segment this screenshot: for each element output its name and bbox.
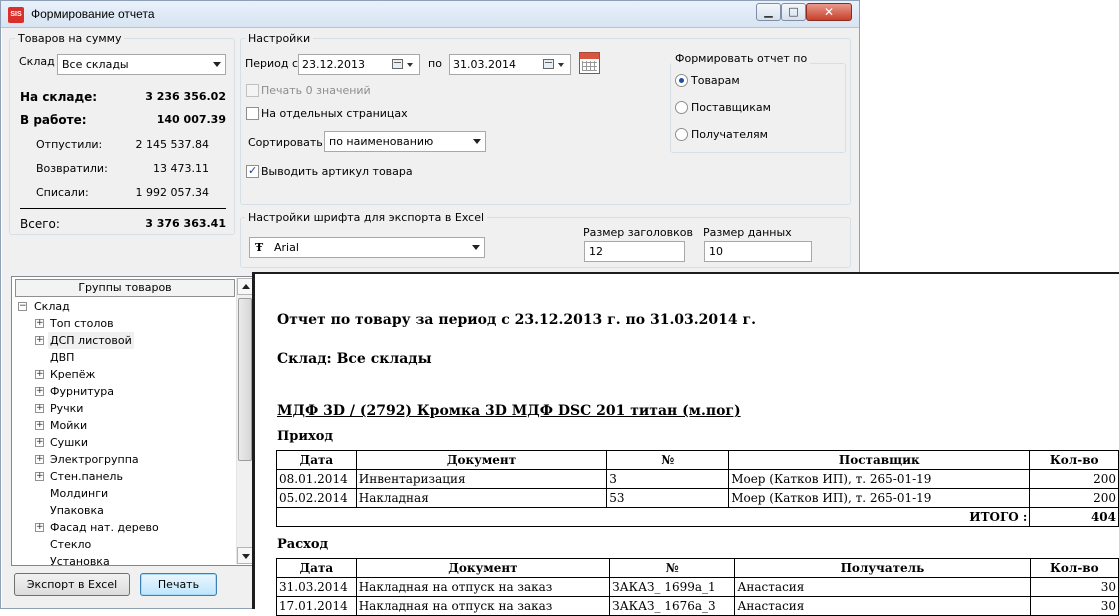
total-label: Всего: [20,217,60,231]
tree-item[interactable] [12,315,236,332]
tree-item[interactable] [12,332,236,349]
returned-value: 13 473.11 [153,162,209,175]
expand-icon[interactable]: + [36,386,44,396]
report-preview [252,272,1119,613]
table-cell: Анастасия [735,578,1030,597]
expand-icon[interactable]: + [36,420,44,430]
warehouse-label: Склад [19,55,55,68]
report-by-suppliers-radio[interactable] [675,101,688,114]
tree-item-label: Упаковка [50,504,104,517]
tree-item-label: Стен.панель [50,470,123,483]
font-icon: Ŧ [255,241,264,254]
table-header-row [277,559,1119,578]
tree-item-label: Мойки [50,419,88,432]
header-size-label: Размер заголовков [583,226,693,239]
table-cell: Накладная на отпуск на заказ [356,578,609,597]
table-cell: Накладная на отпуск на заказ [356,597,609,616]
tree-root[interactable]: − Склад [19,300,70,313]
report-by-products-radio[interactable] [675,74,688,87]
tree-item-label: Ручки [50,402,84,415]
column-header: № [610,559,735,578]
collapse-icon[interactable]: − [19,301,27,311]
date-from-field[interactable] [298,54,420,75]
sort-select[interactable] [324,131,486,152]
app-icon: SIS [8,7,24,23]
close-button[interactable] [806,3,852,21]
font-settings-legend: Настройки шрифта для экспорта в Excel [245,211,487,224]
scroll-down-icon[interactable] [237,547,253,564]
tree-item[interactable] [12,502,236,519]
window-title: Формирование отчета [31,7,155,21]
shipped-value: 2 145 537.84 [135,138,209,151]
expand-icon[interactable]: + [36,403,44,413]
tree-item[interactable] [12,519,236,536]
tree-item-label: Электрогруппа [50,453,139,466]
expand-icon[interactable]: + [36,318,44,328]
font-select-value: Arial [274,241,299,254]
column-header: Поставщик [729,451,1030,470]
tree-item[interactable] [12,485,236,502]
table-cell: Моер (Катков ИП), т. 265-01-19 [729,489,1030,508]
tree-item-label: Установка [50,555,110,568]
total-value: 3 376 363.41 [145,217,226,230]
table-row [277,597,1119,616]
table-cell: ЗАКАЗ_ 1676а_3 [610,597,735,616]
scroll-thumb[interactable] [238,298,252,461]
written-off-label: Списали: [36,186,89,199]
sort-select-value: по наименованию [329,135,434,148]
tree-item[interactable] [12,536,236,553]
period-to-label: по [428,57,442,70]
print-zero-checkbox[interactable] [246,84,259,97]
in-work-label: В работе: [20,113,87,127]
tree-list [12,298,236,570]
table-cell: 30 [1030,578,1118,597]
chevron-down-icon[interactable] [407,63,413,67]
table-row [277,470,1119,489]
table-cell: ЗАКАЗ_ 1699а_1 [610,578,735,597]
table-cell: 31.03.2014 [277,578,357,597]
income-heading: Приход [277,429,334,444]
column-header: № [607,451,729,470]
sort-label: Сортировать [248,136,323,149]
report-by-products-label: Товарам [691,74,740,87]
written-off-value: 1 992 057.34 [135,186,209,199]
total-value: 404 [1030,508,1119,527]
column-header: Кол-во [1030,451,1119,470]
on-stock-label: На складе: [20,90,98,104]
tree-item[interactable] [12,383,236,400]
table-cell: 17.01.2014 [277,597,357,616]
font-select[interactable] [249,237,485,258]
table-cell: Инвентаризация [356,470,606,489]
tree-item[interactable] [12,417,236,434]
show-article-label: Выводить артикул товара [261,165,413,178]
column-header: Кол-во [1030,559,1118,578]
minimize-button[interactable] [756,3,781,21]
show-article-checkbox[interactable] [246,165,259,178]
report-by-legend: Формировать отчет по [672,52,810,65]
table-cell: 53 [607,489,729,508]
table-cell: 08.01.2014 [277,470,357,489]
summary-legend: Товаров на сумму [15,32,124,45]
calendar-icon[interactable] [392,59,403,69]
tree-item[interactable] [12,349,236,366]
tree-item-label: Молдинги [50,487,109,500]
expand-icon[interactable]: + [36,369,44,379]
column-header: Получатель [735,559,1030,578]
tree-header[interactable]: Группы товаров [15,279,235,297]
outcome-heading: Расход [277,537,329,552]
table-cell: 05.02.2014 [277,489,357,508]
expand-icon[interactable]: + [36,471,44,481]
separate-pages-label: На отдельных страницах [261,107,408,120]
report-product: МДФ 3D / (2792) Кромка 3D МДФ DSC 201 титан (м.пог) [277,403,741,419]
separate-pages-checkbox[interactable] [246,107,259,120]
outcome-table [276,558,1119,616]
table-cell: 3 [607,470,729,489]
table-row [277,489,1119,508]
table-cell: 200 [1030,489,1119,508]
chevron-down-icon[interactable] [558,63,564,67]
expand-icon[interactable]: + [36,437,44,447]
title-bar [1,1,859,28]
tree-item-label: Топ столов [50,317,114,330]
tree-item[interactable] [12,468,236,485]
tree-item[interactable] [12,434,236,451]
print-button[interactable]: Печать [140,573,217,596]
column-header: Дата [277,559,357,578]
tree-item-label: Фасад нат. дерево [50,521,159,534]
product-groups-tree [11,276,253,566]
tree-item[interactable] [12,400,236,417]
warehouse-select[interactable] [57,54,226,75]
tree-item[interactable] [12,553,236,570]
calendar-icon [580,53,599,59]
print-zero-label: Печать 0 значений [261,84,371,97]
checkmark-icon: ✓ [248,164,258,177]
chevron-down-icon [472,245,480,250]
tree-item-label: ДВП [50,351,75,364]
header-size-input[interactable]: 12 [584,241,685,262]
shipped-label: Отпустили: [36,138,103,151]
maximize-icon: □ [788,5,799,18]
table-cell: Накладная [356,489,606,508]
column-header: Документ [356,559,609,578]
data-size-label: Размер данных [703,226,792,239]
period-label: Период с [245,57,299,70]
table-cell: Моер (Катков ИП), т. 265-01-19 [729,470,1030,489]
total-row [277,508,1119,527]
table-header-row [277,451,1119,470]
date-to-value: 31.03.2014 [453,58,516,71]
tree-item[interactable] [12,451,236,468]
expand-icon[interactable]: + [36,522,44,532]
table-row [277,578,1119,597]
tree-item-label: Сушки [50,436,89,449]
export-excel-button[interactable]: Экспорт в Excel [14,573,130,596]
tree-item-label: Стекло [50,538,92,551]
tree-item-label: Фурнитура [50,385,114,398]
calendar-icon[interactable] [543,59,554,69]
scroll-up-icon[interactable] [237,278,253,295]
date-from-value: 23.12.2013 [302,58,365,71]
maximize-button[interactable] [781,3,806,21]
table-cell: Анастасия [735,597,1030,616]
report-by-recipients-radio[interactable] [675,128,688,141]
total-label: ИТОГО : [277,508,1030,527]
settings-legend: Настройки [245,32,313,45]
returned-label: Возвратили: [36,162,108,175]
report-title: Отчет по товару за период с 23.12.2013 г. по 31.03.2014 г. [277,312,756,328]
expand-icon[interactable]: + [36,335,44,345]
expand-icon[interactable]: + [36,454,44,464]
data-size-input[interactable]: 10 [704,241,812,262]
in-work-value: 140 007.39 [156,113,226,126]
tree-scrollbar[interactable] [236,278,252,564]
total-divider [20,208,226,209]
tree-item-label: Крепёж [50,368,96,381]
on-stock-value: 3 236 356.02 [145,90,226,103]
column-header: Дата [277,451,357,470]
report-by-suppliers-label: Поставщикам [691,101,771,114]
date-to-field[interactable] [449,54,571,75]
income-table [276,450,1119,527]
table-cell: 30 [1030,597,1118,616]
tree-item[interactable] [12,366,236,383]
chevron-down-icon [473,139,481,144]
minimize-icon: ▁ [764,5,773,18]
warehouse-select-value: Все склады [62,58,129,71]
close-icon: ✕ [823,5,835,19]
report-warehouse: Склад: Все склады [277,351,432,367]
chevron-down-icon [213,62,221,67]
column-header: Документ [356,451,606,470]
calendar-button[interactable] [579,52,600,74]
report-by-recipients-label: Получателям [691,128,768,141]
tree-item-label: ДСП листовой [50,334,132,347]
table-cell: 200 [1030,470,1119,489]
